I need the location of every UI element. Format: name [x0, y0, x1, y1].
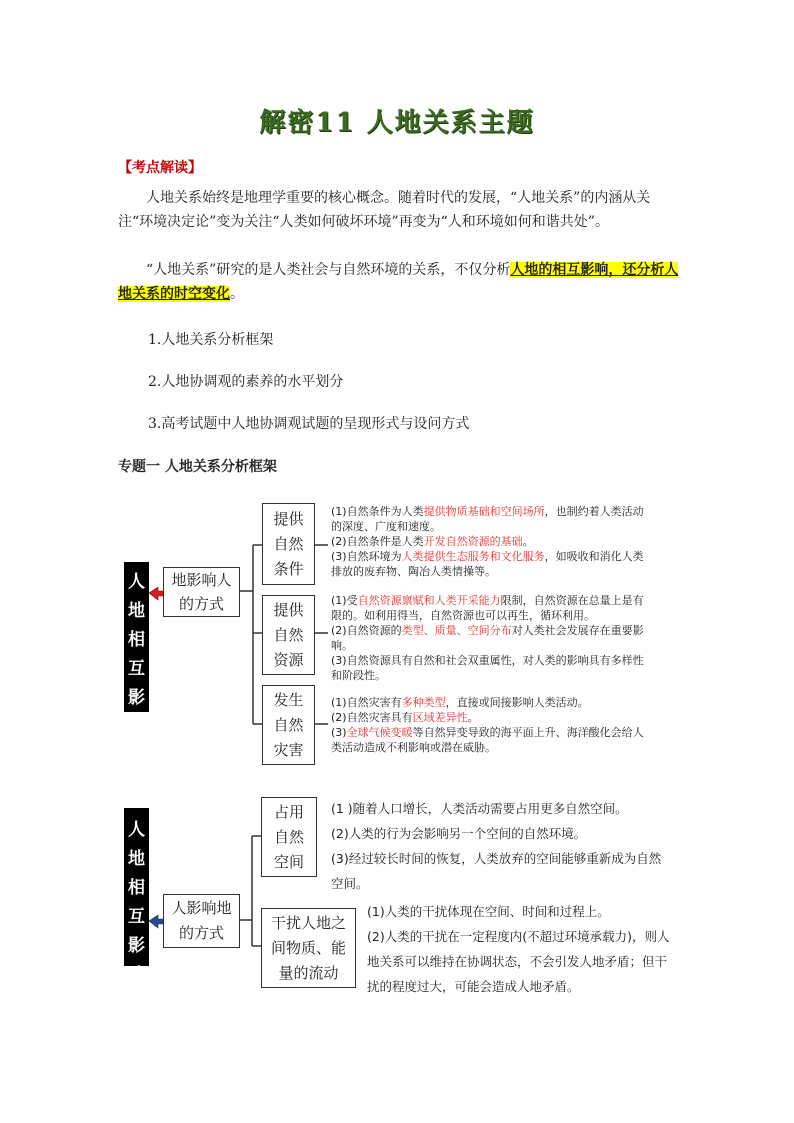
vertical-label-char: 地: [128, 849, 145, 869]
vertical-label-char: 相: [128, 878, 145, 898]
branch-box: 提供自然条件: [262, 503, 315, 585]
text-span: (1)自然灾害有: [331, 696, 402, 709]
emphasis-span: 人类提供生态服务和文化服务: [401, 550, 545, 563]
vertical-label-char: 互: [128, 659, 145, 679]
branch-box: 干扰人地之间物质、能量的流动: [261, 908, 356, 988]
text-span: (2)自然灾害具有: [331, 711, 413, 724]
vertical-label-char: 响: [128, 965, 145, 985]
emphasis-span: 区域差异性: [412, 711, 468, 724]
branch-text: [331, 796, 671, 896]
branch-line: [331, 549, 649, 579]
list-item: 1.人地关系分析框架: [148, 332, 274, 348]
branch-text: [331, 504, 649, 579]
emphasis-span: 自然资源禀赋和人类开采能力: [357, 594, 501, 607]
vertical-label-char: 相: [128, 630, 145, 650]
text-span: (3)自然资源具有自然和社会双重属性，对人类的影响具有多样性和阶段性。: [331, 654, 644, 682]
branch-text: [367, 899, 672, 999]
vertical-label-char: 人: [128, 820, 145, 840]
branch-line: (2)人类的干扰在一定程度内(不超过环境承载力)，则人地关系可以维持在协调状态，不会引发人地矛盾；但干扰的程度过大，可能会造成人地矛盾。: [367, 929, 670, 994]
branch-box: 提供自然资源: [262, 595, 315, 675]
emphasis-span: 提供物质基础和空间场所: [423, 505, 545, 518]
branch-line: [331, 710, 649, 725]
emphasis-span: 开发自然资源的基础: [423, 535, 523, 548]
branch-text: [331, 593, 649, 683]
emphasis-span: 多种类型: [401, 696, 446, 709]
text-span: (2)自然资源的: [331, 624, 402, 637]
branch-line: [331, 725, 649, 755]
branch-line: [331, 504, 649, 534]
mid-box: 人影响地的方式: [163, 894, 240, 948]
paragraph-1: 人地关系始终是地理学重要的核心概念。随着时代的发展，“人地关系”的内涵从关注“环境决定论”变为关注“人类如何破坏环境”再变为“人和环境如何和谐共处”。: [118, 190, 651, 230]
branch-line: [331, 653, 649, 683]
branch-line: [331, 593, 649, 623]
section-tag: 【考点解读】: [118, 160, 202, 176]
text-span: (3): [331, 726, 347, 739]
vertical-label-char: 响: [128, 717, 145, 737]
branch-line: (1)人类的干扰体现在空间、时间和过程上。: [367, 904, 610, 919]
arrow-icon: [149, 587, 163, 600]
branch-line: [331, 695, 649, 710]
text-span: ，如吸收和消化人类排放的废弃物、陶冶人类情操等。: [331, 550, 644, 578]
vertical-label: [124, 562, 149, 737]
text-span: 限制，自然资源在总量上是有限的。如利用得当，自然资源也可以再生，循环利用。: [331, 594, 644, 622]
vertical-label-char: 影: [128, 936, 145, 956]
paragraph-2-text: “人地关系”研究的是人类社会与自然环境的关系，不仅分析: [146, 262, 511, 278]
text-span: (1)自然条件为人类: [331, 505, 424, 518]
text-span: 等自然异变导致的海平面上升、海洋酸化会给人类活动造成不利影响或潜在威胁。: [331, 726, 644, 754]
branch-line: (2)人类的行为会影响另一个空间的自然环境。: [331, 826, 587, 841]
vertical-label: [124, 808, 149, 985]
branch-line: (3)经过较长时间的恢复，人类放弃的空间能够重新成为自然空间。: [331, 851, 662, 891]
text-span: ，也制约着人类活动的深度、广度和速度。: [331, 505, 644, 533]
section-heading: 专题一 人地关系分析框架: [118, 459, 277, 475]
branch-text: [331, 695, 649, 755]
highlight: 人地的相互影响，还分析人地关系的时空变化: [118, 262, 679, 302]
text-span: 对人类社会发展存在重要影响。: [331, 624, 644, 652]
text-span: 。: [522, 535, 534, 548]
branch-line: [331, 534, 649, 549]
paragraph-2-end: 。: [230, 286, 244, 302]
list-item: 2.人地协调观的素养的水平划分: [148, 374, 344, 390]
vertical-label-char: 互: [128, 907, 145, 927]
arrow-icon: [149, 915, 163, 928]
emphasis-span: 全球气候变暖: [346, 726, 413, 739]
emphasis-span: 类型、质量、空间分布: [401, 624, 512, 637]
text-span: (2)自然条件是人类: [331, 535, 424, 548]
branch-box: 发生自然灾害: [262, 685, 315, 765]
branch-box: 占用自然空间: [261, 797, 317, 877]
list-item: 3.高考试题中人地协调观试题的呈现形式与设问方式: [148, 416, 470, 432]
branch-line: (1 )随着人口增长，人类活动需要占用更多自然空间。: [331, 801, 628, 816]
vertical-label-char: 影: [128, 688, 145, 708]
mid-box: 地影响人的方式: [163, 567, 240, 617]
page-title: 解密11 人地关系主题: [259, 108, 535, 138]
vertical-label-char: 地: [128, 601, 145, 621]
branch-line: [331, 623, 649, 653]
text-span: (1)受: [331, 594, 358, 607]
text-span: ，直接或间接影响人类活动。: [445, 696, 589, 709]
text-span: (3)自然环境为: [331, 550, 402, 563]
text-span: 。: [467, 711, 479, 724]
vertical-label-char: 人: [128, 572, 145, 592]
